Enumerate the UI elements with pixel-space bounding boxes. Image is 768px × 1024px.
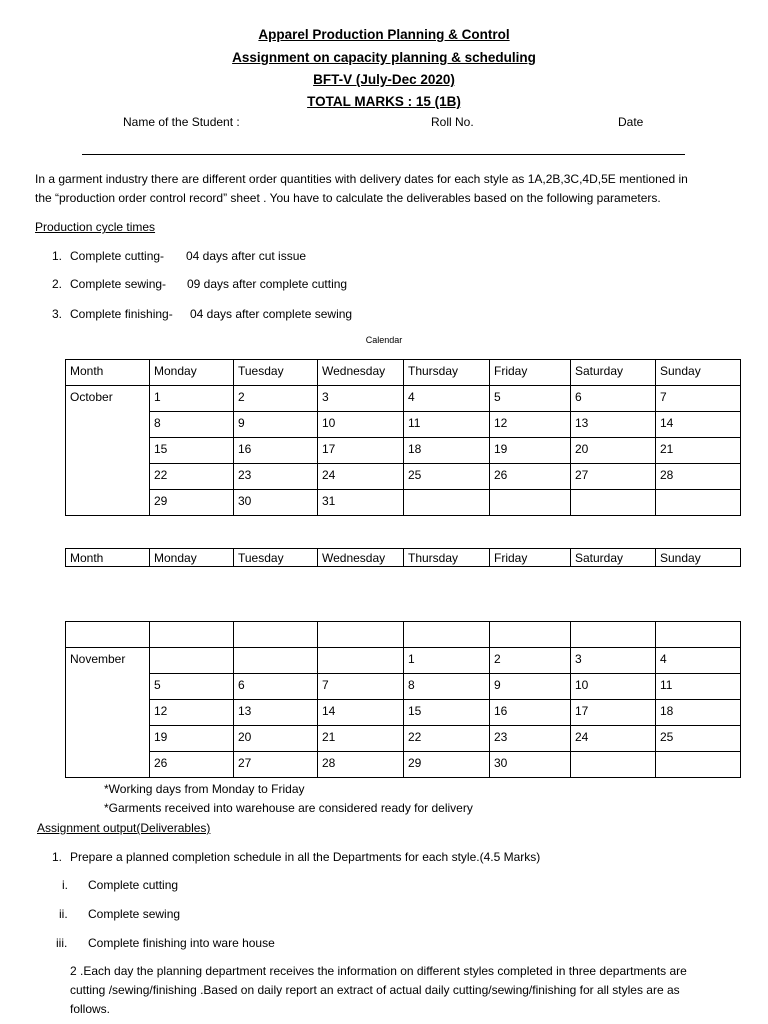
header-cell: Sunday <box>656 549 741 567</box>
october-calendar-table <box>65 359 741 516</box>
cycle-item-label: Complete finishing- <box>70 307 173 321</box>
total-marks: TOTAL MARKS : 15 (1B) <box>307 94 461 109</box>
day-cell: 27 <box>571 464 656 490</box>
header-cell: Monday <box>150 549 234 567</box>
day-cell: 24 <box>571 726 656 752</box>
day-cell: 11 <box>656 674 741 700</box>
day-cell: 22 <box>404 726 490 752</box>
table-row <box>66 464 741 490</box>
day-cell: 8 <box>404 674 490 700</box>
deliverable-2-line-2: cutting /sewing/finishing .Based on daily report an extract of actual daily cutting/sewing/finishing for all styles are as <box>70 983 680 997</box>
day-cell: 16 <box>234 438 318 464</box>
day-cell: 2 <box>490 648 571 674</box>
sub-item-num: i. <box>62 878 68 892</box>
day-cell: 17 <box>571 700 656 726</box>
day-cell: 25 <box>404 464 490 490</box>
day-cell: 13 <box>571 412 656 438</box>
day-cell: 13 <box>234 700 318 726</box>
day-cell: 22 <box>150 464 234 490</box>
header-cell: Tuesday <box>234 549 318 567</box>
roll-no-label: Roll No. <box>431 115 474 129</box>
table-row <box>66 386 741 412</box>
header-cell: Thursday <box>404 360 490 386</box>
day-cell <box>656 490 741 516</box>
day-cell: 10 <box>571 674 656 700</box>
calendar-caption: Calendar <box>365 335 403 345</box>
header-cell: Tuesday <box>234 360 318 386</box>
day-cell: 14 <box>318 700 404 726</box>
cycle-item-num: 3. <box>52 307 63 321</box>
day-cell: 27 <box>234 752 318 778</box>
day-cell <box>318 648 404 674</box>
day-cell: 1 <box>404 648 490 674</box>
day-cell: 20 <box>234 726 318 752</box>
cycle-item-detail: 04 days after cut issue <box>186 249 307 263</box>
day-cell: 21 <box>318 726 404 752</box>
day-cell: 8 <box>150 412 234 438</box>
intro-line-1: In a garment industry there are different order quantities with delivery dates for each style as 1A,2B,3C,4D,5E mentioned in <box>35 172 688 186</box>
table-header-row <box>66 549 741 567</box>
deliverables-heading: Assignment output(Deliverables) <box>37 821 211 835</box>
november-header-table <box>65 548 741 567</box>
table-header-row <box>66 360 741 386</box>
cycle-item-detail: 09 days after complete cutting <box>187 277 348 291</box>
table-row <box>66 700 741 726</box>
day-cell: 19 <box>490 438 571 464</box>
day-cell: 4 <box>404 386 490 412</box>
day-cell: 12 <box>150 700 234 726</box>
table-row <box>66 648 741 674</box>
cycle-heading: Production cycle times <box>35 220 156 234</box>
doc-title: Apparel Production Planning & Control <box>258 27 510 42</box>
november-calendar-table <box>65 621 741 778</box>
day-cell: 18 <box>404 438 490 464</box>
day-cell <box>571 490 656 516</box>
header-cell: Wednesday <box>318 549 404 567</box>
day-cell: 21 <box>656 438 741 464</box>
header-cell: Friday <box>490 360 571 386</box>
header-cell: Month <box>66 549 150 567</box>
sub-item-label: Complete cutting <box>88 878 179 892</box>
name-line <box>82 154 685 155</box>
deliverable-2-line-3: follows. <box>70 1002 111 1016</box>
doc-subtitle: Assignment on capacity planning & scheduling <box>232 50 536 65</box>
day-cell: 5 <box>490 386 571 412</box>
sub-item-label: Complete finishing into ware house <box>88 936 275 950</box>
day-cell: 23 <box>234 464 318 490</box>
cycle-item-label: Complete sewing- <box>70 277 167 291</box>
header-cell: Friday <box>490 549 571 567</box>
day-cell <box>656 752 741 778</box>
table-row <box>66 412 741 438</box>
day-cell: 6 <box>571 386 656 412</box>
day-cell <box>404 490 490 516</box>
day-cell: 20 <box>571 438 656 464</box>
day-cell: 17 <box>318 438 404 464</box>
cycle-item-num: 1. <box>52 249 63 263</box>
table-row <box>66 726 741 752</box>
day-cell: 30 <box>234 490 318 516</box>
student-name-label: Name of the Student : <box>123 115 240 129</box>
cycle-item-num: 2. <box>52 277 63 291</box>
day-cell: 10 <box>318 412 404 438</box>
table-row <box>66 752 741 778</box>
day-cell: 23 <box>490 726 571 752</box>
cycle-item-label: Complete cutting- <box>70 249 165 263</box>
header-cell: Saturday <box>571 360 656 386</box>
day-cell: 15 <box>404 700 490 726</box>
sub-item-num: ii. <box>59 907 68 921</box>
deliverable-2-line-1: 2 .Each day the planning department receives the information on different styles completed in three departments are <box>70 964 687 978</box>
table-row <box>66 438 741 464</box>
day-cell: 29 <box>150 490 234 516</box>
day-cell: 14 <box>656 412 741 438</box>
day-cell: 30 <box>490 752 571 778</box>
day-cell: 31 <box>318 490 404 516</box>
note-working-days: *Working days from Monday to Friday <box>104 782 305 796</box>
day-cell: 19 <box>150 726 234 752</box>
day-cell: 18 <box>656 700 741 726</box>
day-cell: 26 <box>150 752 234 778</box>
day-cell: 2 <box>234 386 318 412</box>
day-cell <box>150 648 234 674</box>
note-warehouse: *Garments received into warehouse are considered ready for delivery <box>104 801 473 815</box>
table-row <box>66 674 741 700</box>
day-cell: 15 <box>150 438 234 464</box>
day-cell: 3 <box>318 386 404 412</box>
day-cell: 9 <box>490 674 571 700</box>
day-cell: 1 <box>150 386 234 412</box>
month-name-cell: October <box>66 386 150 516</box>
table-blank-row <box>66 622 741 648</box>
day-cell <box>234 648 318 674</box>
day-cell: 12 <box>490 412 571 438</box>
day-cell: 26 <box>490 464 571 490</box>
intro-line-2: the “production order control record” sheet . You have to calculate the deliverables based on the following parameters. <box>35 191 661 205</box>
course-code: BFT-V (July-Dec 2020) <box>313 72 455 87</box>
header-cell: Wednesday <box>318 360 404 386</box>
day-cell <box>571 752 656 778</box>
deliverable-1-num: 1. <box>52 850 63 864</box>
header-cell: Monday <box>150 360 234 386</box>
day-cell: 5 <box>150 674 234 700</box>
day-cell <box>490 490 571 516</box>
date-label: Date <box>618 115 644 129</box>
table-row <box>66 490 741 516</box>
day-cell: 28 <box>318 752 404 778</box>
day-cell: 7 <box>318 674 404 700</box>
header-cell: Sunday <box>656 360 741 386</box>
day-cell: 16 <box>490 700 571 726</box>
header-cell: Thursday <box>404 549 490 567</box>
day-cell: 24 <box>318 464 404 490</box>
day-cell: 7 <box>656 386 741 412</box>
day-cell: 28 <box>656 464 741 490</box>
day-cell: 25 <box>656 726 741 752</box>
month-name-cell: November <box>66 648 150 778</box>
day-cell: 3 <box>571 648 656 674</box>
sub-item-label: Complete sewing <box>88 907 181 921</box>
cycle-item-detail: 04 days after complete sewing <box>190 307 353 321</box>
sub-item-num: iii. <box>56 936 68 950</box>
header-cell: Saturday <box>571 549 656 567</box>
header-cell: Month <box>66 360 150 386</box>
deliverable-1-text: Prepare a planned completion schedule in all the Departments for each style.(4.5 Marks) <box>70 850 541 864</box>
day-cell: 11 <box>404 412 490 438</box>
day-cell: 9 <box>234 412 318 438</box>
day-cell: 6 <box>234 674 318 700</box>
day-cell: 29 <box>404 752 490 778</box>
day-cell: 4 <box>656 648 741 674</box>
